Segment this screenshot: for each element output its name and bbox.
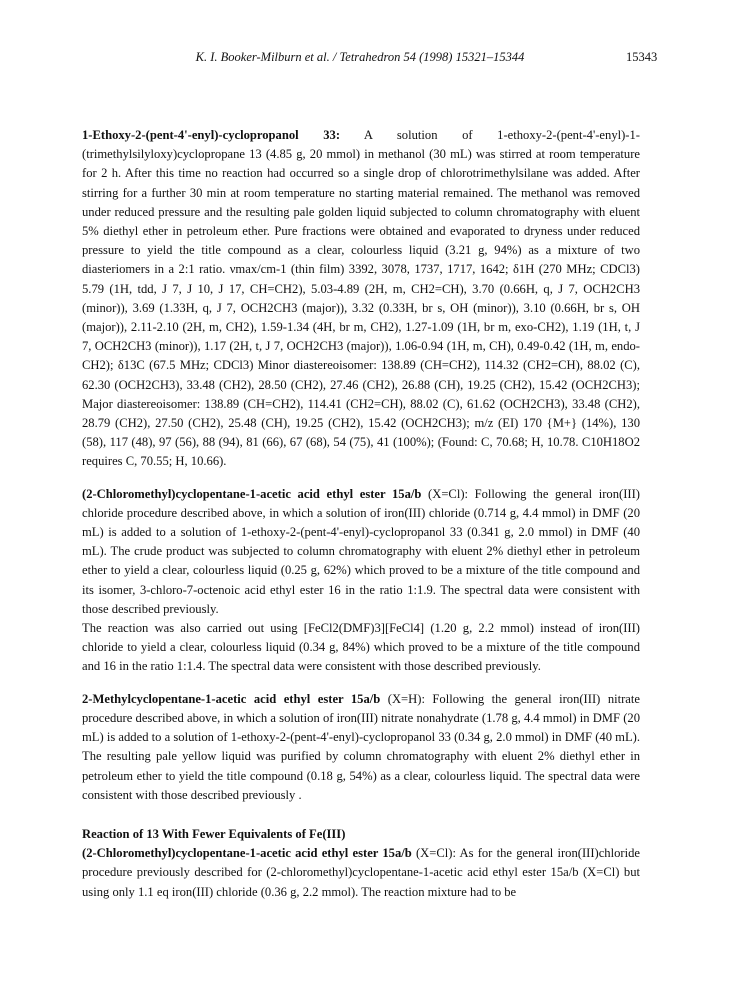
compound-title: 1-Ethoxy-2-(pent-4'-enyl)-cyclopropanol 33: xyxy=(82,128,341,142)
paragraph-fewer-equivalents xyxy=(82,844,640,902)
paragraph-text: (X=Cl): Following the general iron(III) chloride procedure described above, in which a solution of iron(III) chloride (0.714 g, 4.4 mmol) in DMF (20 mL) is added to a solution of 1-ethoxy-2-(pent-4'-enyl)-cyclopropanol 33 (0.341 g, 2.0 mmol) in DMF (40 mL). The crude product was subjected to column chromatography with eluent 2% diethyl ether in petroleum ether to yield a clear, colourless liquid (0.25 g, 62%) which proved to be a mixture of the title compound and its isomer, 3-chloro-7-octenoic acid ethyl ester 16 in the ratio 1:1.9. The spectral data were consistent with those described previously. xyxy=(82,486,640,616)
paragraph-text: The reaction was also carried out using [FeCl2(DMF)3][FeCl4] (1.20 g, 2.2 mmol) instead of iron(III) chloride to yield a clear, colourless liquid (0.34 g, 84%) which proved to be a mixture of the title compound and 16 in the ratio 1:1.4. The spectral data were consistent with those described previously. xyxy=(82,621,640,674)
page-number: 15343 xyxy=(626,50,658,64)
paragraph-text: A solution of 1-ethoxy-2-(pent-4'-enyl)-1-(trimethylsilyloxy)cyclopropane 13 (4.85 g, 20 mmol) in methanol (30 mL) was stirred at room temperature for 2 h. After this time no reaction had occurred so a single drop of chlorotrimethylsilane was added. After stirring for a further 30 min at room temperature no starting material remained. The methanol was removed under reduced pressure and the resulting pale golden liquid subjected to column chromatography with eluent 5% diethyl ether in petroleum ether. Pure fractions were obtained and evaporated to dryness under reduced pressure to yield the title compound as a clear, colourless liquid (3.21 g, 94%) as a mixture of two diasteriomers in a 2:1 ratio. νmax/cm-1 (thin film) 3392, 3078, 1737, 1717, 1642; δ1H (270 MHz; CDCl3) 5.79 (1H, tdd, J 7, J 10, J 17, CH=CH2), 5.03-4.89 (2H, m, CH2=CH), 3.70 (0.66H, q, J 7, OCH2CH3 (minor)), 3.69 (1.33H, q, J 7, OCH2CH3 (major)), 3.32 (0.33H, br s, OH (minor)), 3.10 (0.66H, br s, OH (major)), 2.11-2.10 (2H, m, CH2), 1.59-1.34 (4H, br m, CH2), 1.27-1.09 (1H, br m, exo-CH2), 1.19 (1H, t, J 7, OCH2CH3 (minor)), 1.17 (2H, t, J 7, OCH2CH3 (major)), 1.06-0.94 (1H, m, CH), 0.49-0.42 (1H, m, endo-CH2); δ13C (67.5 MHz; CDCl3) Minor diastereoisomer: 138.89 (CH=CH2), 114.32 (CH2=CH), 88.02 (C), 62.30 (OCH2CH3), 33.48 (CH2), 28.50 (CH2), 27.46 (CH2), 26.88 (CH), 19.25 (CH2), 15.42 (OCH2CH3); Major diastereoisomer: 138.89 (CH=CH2), 114.41 (CH2=CH), 88.02 (C), 61.62 (OCH2CH3), 33.48 (CH2), 28.79 (CH2), 27.50 (CH2), 25.48 (CH), 19.25 (CH2), 15.42 (OCH2CH3); m/z (EI) 170 {M+} (14%), 130 (58), 117 (48), 97 (56), 88 (94), 81 (66), 67 (68), 54 (75), 41 (100%); (Found: C, 70.68; H, 10.78. C10H18O2 requires C, 70.55; H, 10.66). xyxy=(82,128,640,469)
article-body xyxy=(82,126,640,915)
paragraph-chloromethyl-15ab xyxy=(82,485,640,619)
paragraph-fecl2-variant xyxy=(82,619,640,677)
paragraph-cyclopropanol-33 xyxy=(82,126,640,472)
compound-title: (2-Chloromethyl)cyclopentane-1-acetic acid ethyl ester 15a/b xyxy=(82,846,412,861)
running-head: K. I. Booker-Milburn et al. / Tetrahedron 54 (1998) 15321–15344 xyxy=(195,50,525,64)
compound-title: 2-Methylcyclopentane-1-acetic acid ethyl ester 15a/b xyxy=(82,691,381,706)
paragraph-text: (X=H): Following the general iron(III) nitrate procedure described above, in which a solution of iron(III) nitrate nonahydrate (1.78 g, 4.4 mmol) in DMF (20 mL) is added to a solution of 1-ethoxy-2-(pent-4'-enyl)-cyclopropanol 33 (0.34 g, 2.0 mmol) in DMF (40 mL). The resulting pale yellow liquid was purified by column chromatography with eluent 2% diethyl ether in petroleum ether to yield the title compound (0.18 g, 54%) as a clear, colourless liquid. The spectral data were consistent with those described previously . xyxy=(82,691,640,802)
paragraph-methylcyclopentane-15ab xyxy=(82,690,640,805)
compound-title: (2-Chloromethyl)cyclopentane-1-acetic acid ethyl ester 15a/b xyxy=(82,486,422,501)
section-heading: Reaction of 13 With Fewer Equivalents of Fe(III) xyxy=(82,826,346,841)
paragraph-text: (X=Cl): As for the general iron(III)chloride procedure previously described for (2-chloromethyl)cyclopentane-1-acetic acid ethyl ester 15a/b (X=Cl) but using only 1.1 eq iron(III) chloride (0.36 g, 2.2 mmol). The reaction mixture had to be xyxy=(82,846,640,899)
